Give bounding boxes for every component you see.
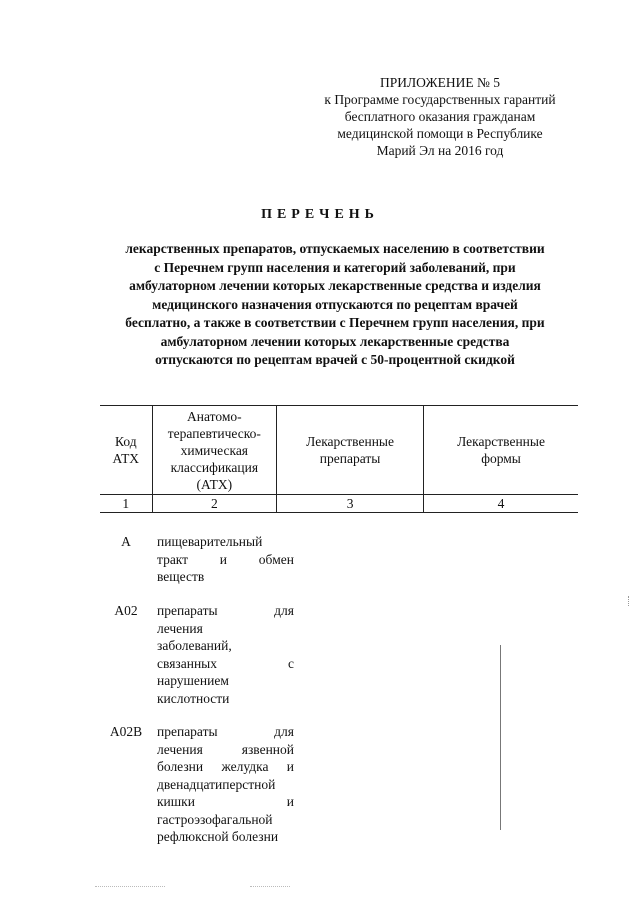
- margin-mark: [628, 596, 630, 606]
- subtitle-line: отпускаются по рецептам врачей с 50-процентной скидкой: [155, 352, 515, 367]
- column-number: 1: [100, 495, 152, 513]
- document-title: ПЕРЕЧЕНЬ: [261, 207, 379, 222]
- header-atx-classification: Анатомо- терапевтическо- химическая классификация (АТХ): [152, 406, 276, 495]
- column-number: 2: [152, 495, 276, 513]
- column-number: 4: [424, 495, 578, 513]
- atx-description: пищеварительный тракт и обмен веществ: [157, 534, 294, 584]
- header-code-atx: Код АТХ: [100, 406, 152, 495]
- atx-code: А02В: [109, 724, 143, 739]
- subtitle-line: лекарственных препаратов, отпускаемых населению в соответствии: [125, 241, 545, 256]
- atx-header-table: [100, 405, 578, 513]
- atx-description: препараты для лечения заболеваний, связанных с нарушением кислотности: [157, 603, 294, 706]
- appendix-line: медицинской помощи в Республике: [337, 126, 543, 141]
- subtitle-line: амбулаторном лечении которых лекарственные средства и изделия: [129, 278, 541, 293]
- document-subtitle: [100, 240, 570, 370]
- appendix-line: бесплатного оказания гражданам: [344, 109, 536, 124]
- subtitle-line: медицинского назначения отпускаются по рецептам врачей: [152, 296, 518, 312]
- atx-code: А: [121, 534, 131, 549]
- scan-vertical-line: [500, 645, 501, 830]
- scan-noise: [250, 886, 290, 889]
- scan-noise: [95, 886, 165, 889]
- subtitle-line: бесплатно, а также в соответствии с Перечнем групп населения, при: [125, 315, 545, 330]
- column-number-row: [100, 495, 578, 513]
- appendix-line: Марий Эл на 2016 год: [376, 143, 504, 158]
- subtitle-line: амбулаторном лечении которых лекарственные средства: [160, 333, 510, 349]
- appendix-line: к Программе государственных гарантий: [324, 92, 556, 107]
- appendix-header: [290, 74, 590, 159]
- column-number: 3: [277, 495, 424, 513]
- table-header-row: [100, 406, 578, 495]
- appendix-number: ПРИЛОЖЕНИЕ № 5: [379, 75, 501, 90]
- atx-code: А02: [114, 603, 138, 618]
- header-dosage-forms: Лекарственные формы: [424, 406, 578, 495]
- header-medicines: Лекарственные препараты: [277, 406, 424, 495]
- atx-description: препараты для лечения язвенной болезни желудка и двенадцатиперстной кишки и гастроэзофагальной рефлюксной болезни: [157, 724, 294, 844]
- subtitle-line: с Перечнем групп населения и категорий заболеваний, при: [154, 259, 516, 275]
